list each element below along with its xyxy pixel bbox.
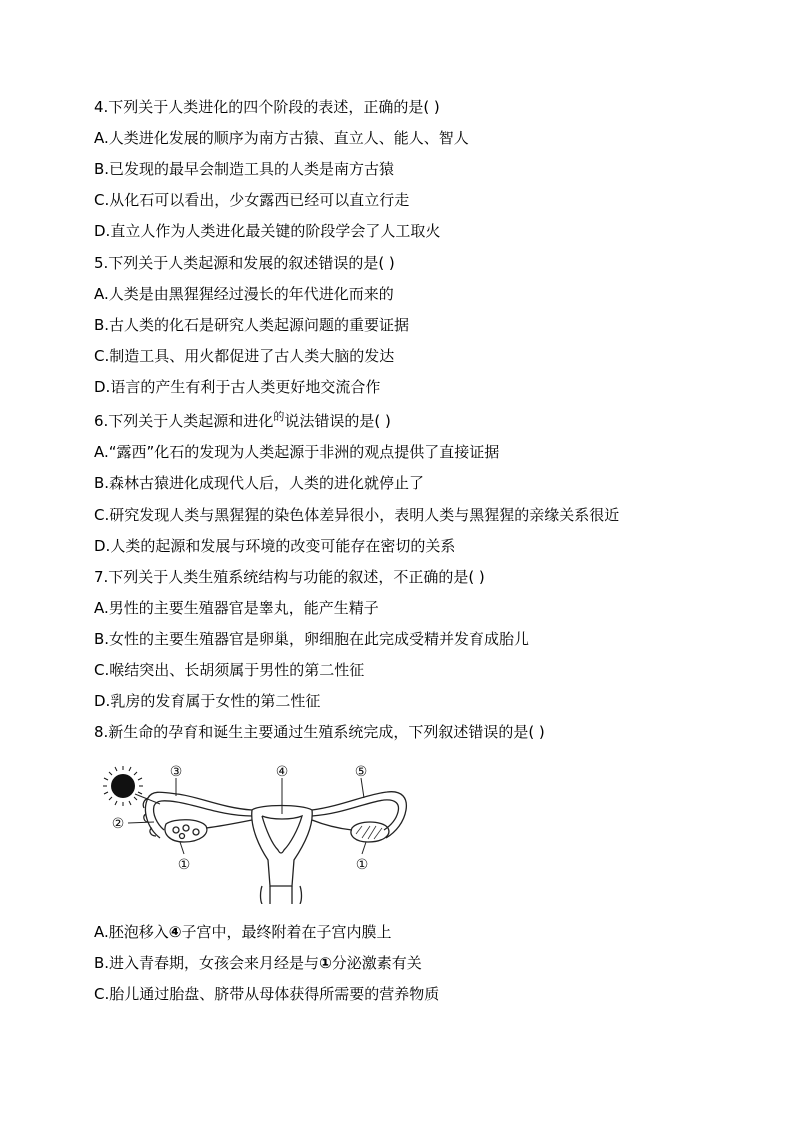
question-5-option-a: A.人类是由黑猩猩经过漫长的年代进化而来的 (94, 285, 394, 303)
question-8-option-a-start: A.胚泡移入 (94, 923, 169, 941)
question-6-stem-superscript: 的 (273, 410, 285, 423)
question-6-stem-end: 说法错误的是( ) (284, 412, 391, 430)
question-8-option-b-mark: ① (319, 954, 332, 972)
label-1-left: ① (177, 857, 191, 873)
question-8-option-b-end: 分泌激素有关 (331, 954, 422, 972)
question-5-stem: 5.下列关于人类起源和发展的叙述错误的是( ) (94, 254, 395, 272)
question-4-option-a: A.人类进化发展的顺序为南方古猿、直立人、能人、智人 (94, 129, 469, 147)
question-7-option-a: A.男性的主要生殖器官是睾丸，能产生精子 (94, 599, 379, 617)
question-5-option-d: D.语言的产生有利于古人类更好地交流合作 (94, 378, 381, 396)
question-6-stem-start: 6.下列关于人类起源和进化 (94, 412, 274, 430)
question-4-stem: 4.下列关于人类进化的四个阶段的表述，正确的是( ) (94, 98, 440, 116)
egg-cell-icon (103, 766, 143, 806)
question-8-stem: 8.新生命的孕育和诞生主要通过生殖系统完成，下列叙述错误的是( ) (94, 723, 545, 741)
question-7-option-c: C.喉结突出、长胡须属于男性的第二性征 (94, 661, 365, 679)
label-3: ③ (169, 764, 183, 780)
question-5-option-c: C.制造工具、用火都促进了古人类大脑的发达 (94, 347, 395, 365)
female-reproductive-system-diagram (102, 758, 422, 904)
label-5: ⑤ (354, 764, 368, 780)
question-8-option-a-mark: ④ (168, 923, 182, 941)
question-8-option-c: C.胎儿通过胎盘、脐带从母体获得所需要的营养物质 (94, 985, 440, 1003)
question-4-option-d: D.直立人作为人类进化最关键的阶段学会了人工取火 (94, 222, 441, 240)
question-6-option-b: B.森林古猿进化成现代人后，人类的进化就停止了 (94, 474, 425, 492)
question-6-option-c: C.研究发现人类与黑猩猩的染色体差异很小，表明人类与黑猩猩的亲缘关系很近 (94, 506, 620, 524)
question-8-option-b-start: B.进入青春期，女孩会来月经是与 (94, 954, 320, 972)
question-8-option-a (94, 922, 392, 942)
label-2: ② (111, 816, 125, 832)
question-8-option-a-end: 子宫中，最终附着在子宫内膜上 (181, 923, 392, 941)
question-7-option-d: D.乳房的发育属于女性的第二性征 (94, 692, 321, 710)
question-5-option-b: B.古人类的化石是研究人类起源问题的重要证据 (94, 316, 410, 334)
question-6-option-a: A.“露西”化石的发现为人类起源于非洲的观点提供了直接证据 (94, 443, 500, 461)
question-6-option-d: D.人类的起源和发展与环境的改变可能存在密切的关系 (94, 537, 456, 555)
question-6-stem (94, 411, 391, 433)
question-4-option-b: B.已发现的最早会制造工具的人类是南方古猿 (94, 160, 395, 178)
label-4: ④ (275, 764, 289, 780)
question-7-stem: 7.下列关于人类生殖系统结构与功能的叙述，不正确的是( ) (94, 568, 485, 586)
question-7-option-b: B.女性的主要生殖器官是卵巢，卵细胞在此完成受精并发育成胎儿 (94, 630, 530, 648)
question-4-option-c: C.从化石可以看出，少女露西已经可以直立行走 (94, 191, 410, 209)
label-1-right: ① (355, 857, 369, 873)
question-8-option-b (94, 953, 422, 973)
